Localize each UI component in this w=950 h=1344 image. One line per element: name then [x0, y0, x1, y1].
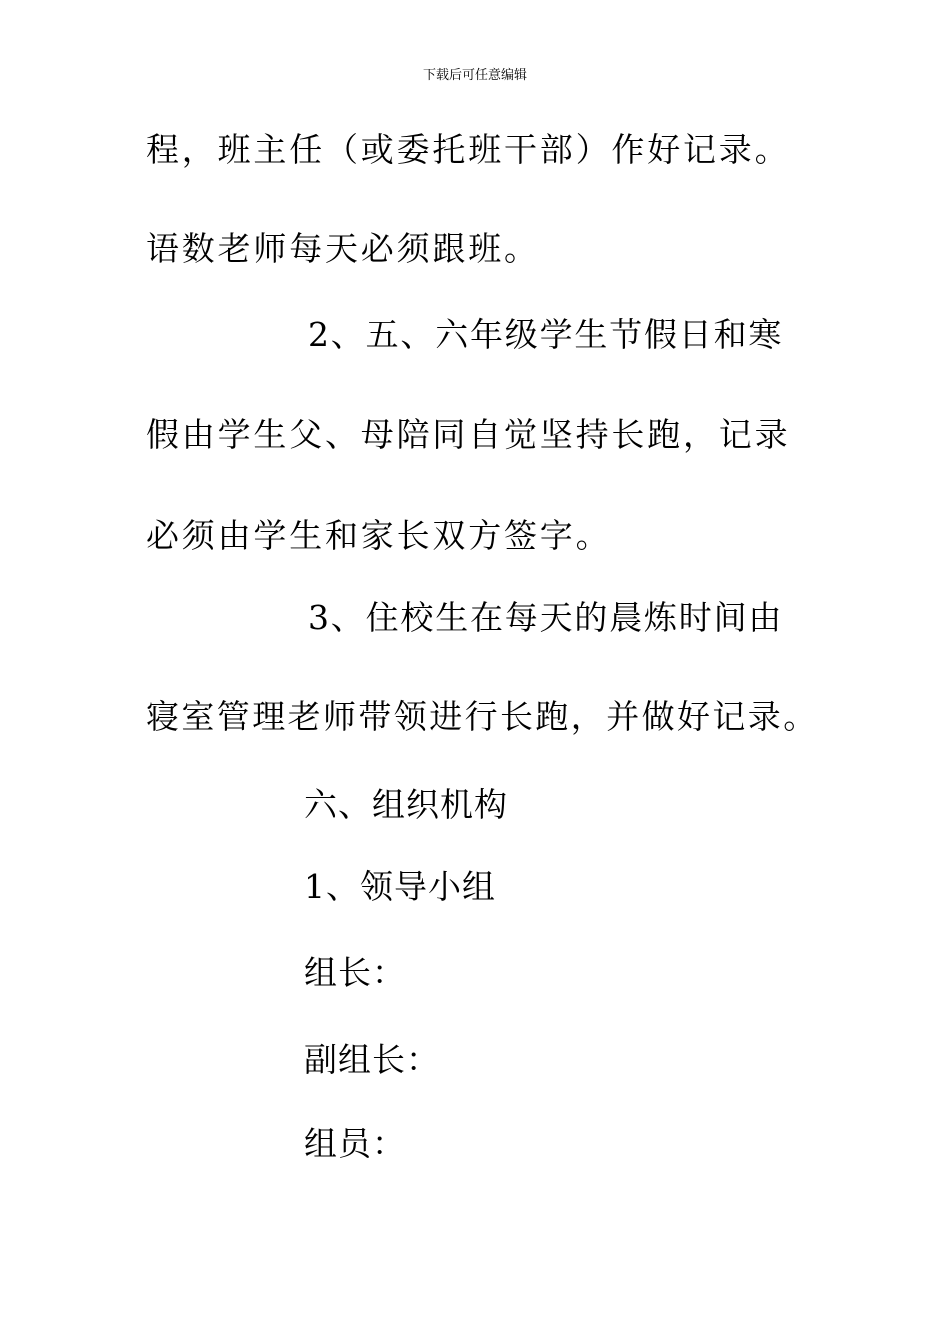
body-line: 寝室管理老师带领进行长跑，并做好记录。: [146, 697, 819, 736]
deputy-leader-label: 副组长：: [304, 1040, 440, 1079]
leader-label: 组长：: [304, 953, 406, 992]
body-line: 程，班主任（或委托班干部）作好记录。: [146, 130, 791, 169]
subsection-heading: 1、领导小组: [304, 867, 496, 906]
paragraph-start-line: 2、五、六年级学生节假日和寒: [308, 315, 784, 354]
paragraph-start-line: 3、住校生在每天的晨炼时间由: [308, 598, 784, 637]
body-line: 假由学生父、母陪同自觉坚持长跑，记录: [146, 415, 791, 454]
section-heading: 六、组织机构: [304, 785, 508, 824]
page-header: 下载后可任意编辑: [422, 68, 527, 83]
members-label: 组员：: [304, 1124, 406, 1163]
body-line: 必须由学生和家长双方签字。: [146, 516, 612, 555]
body-line: 语数老师每天必须跟班。: [146, 229, 540, 268]
